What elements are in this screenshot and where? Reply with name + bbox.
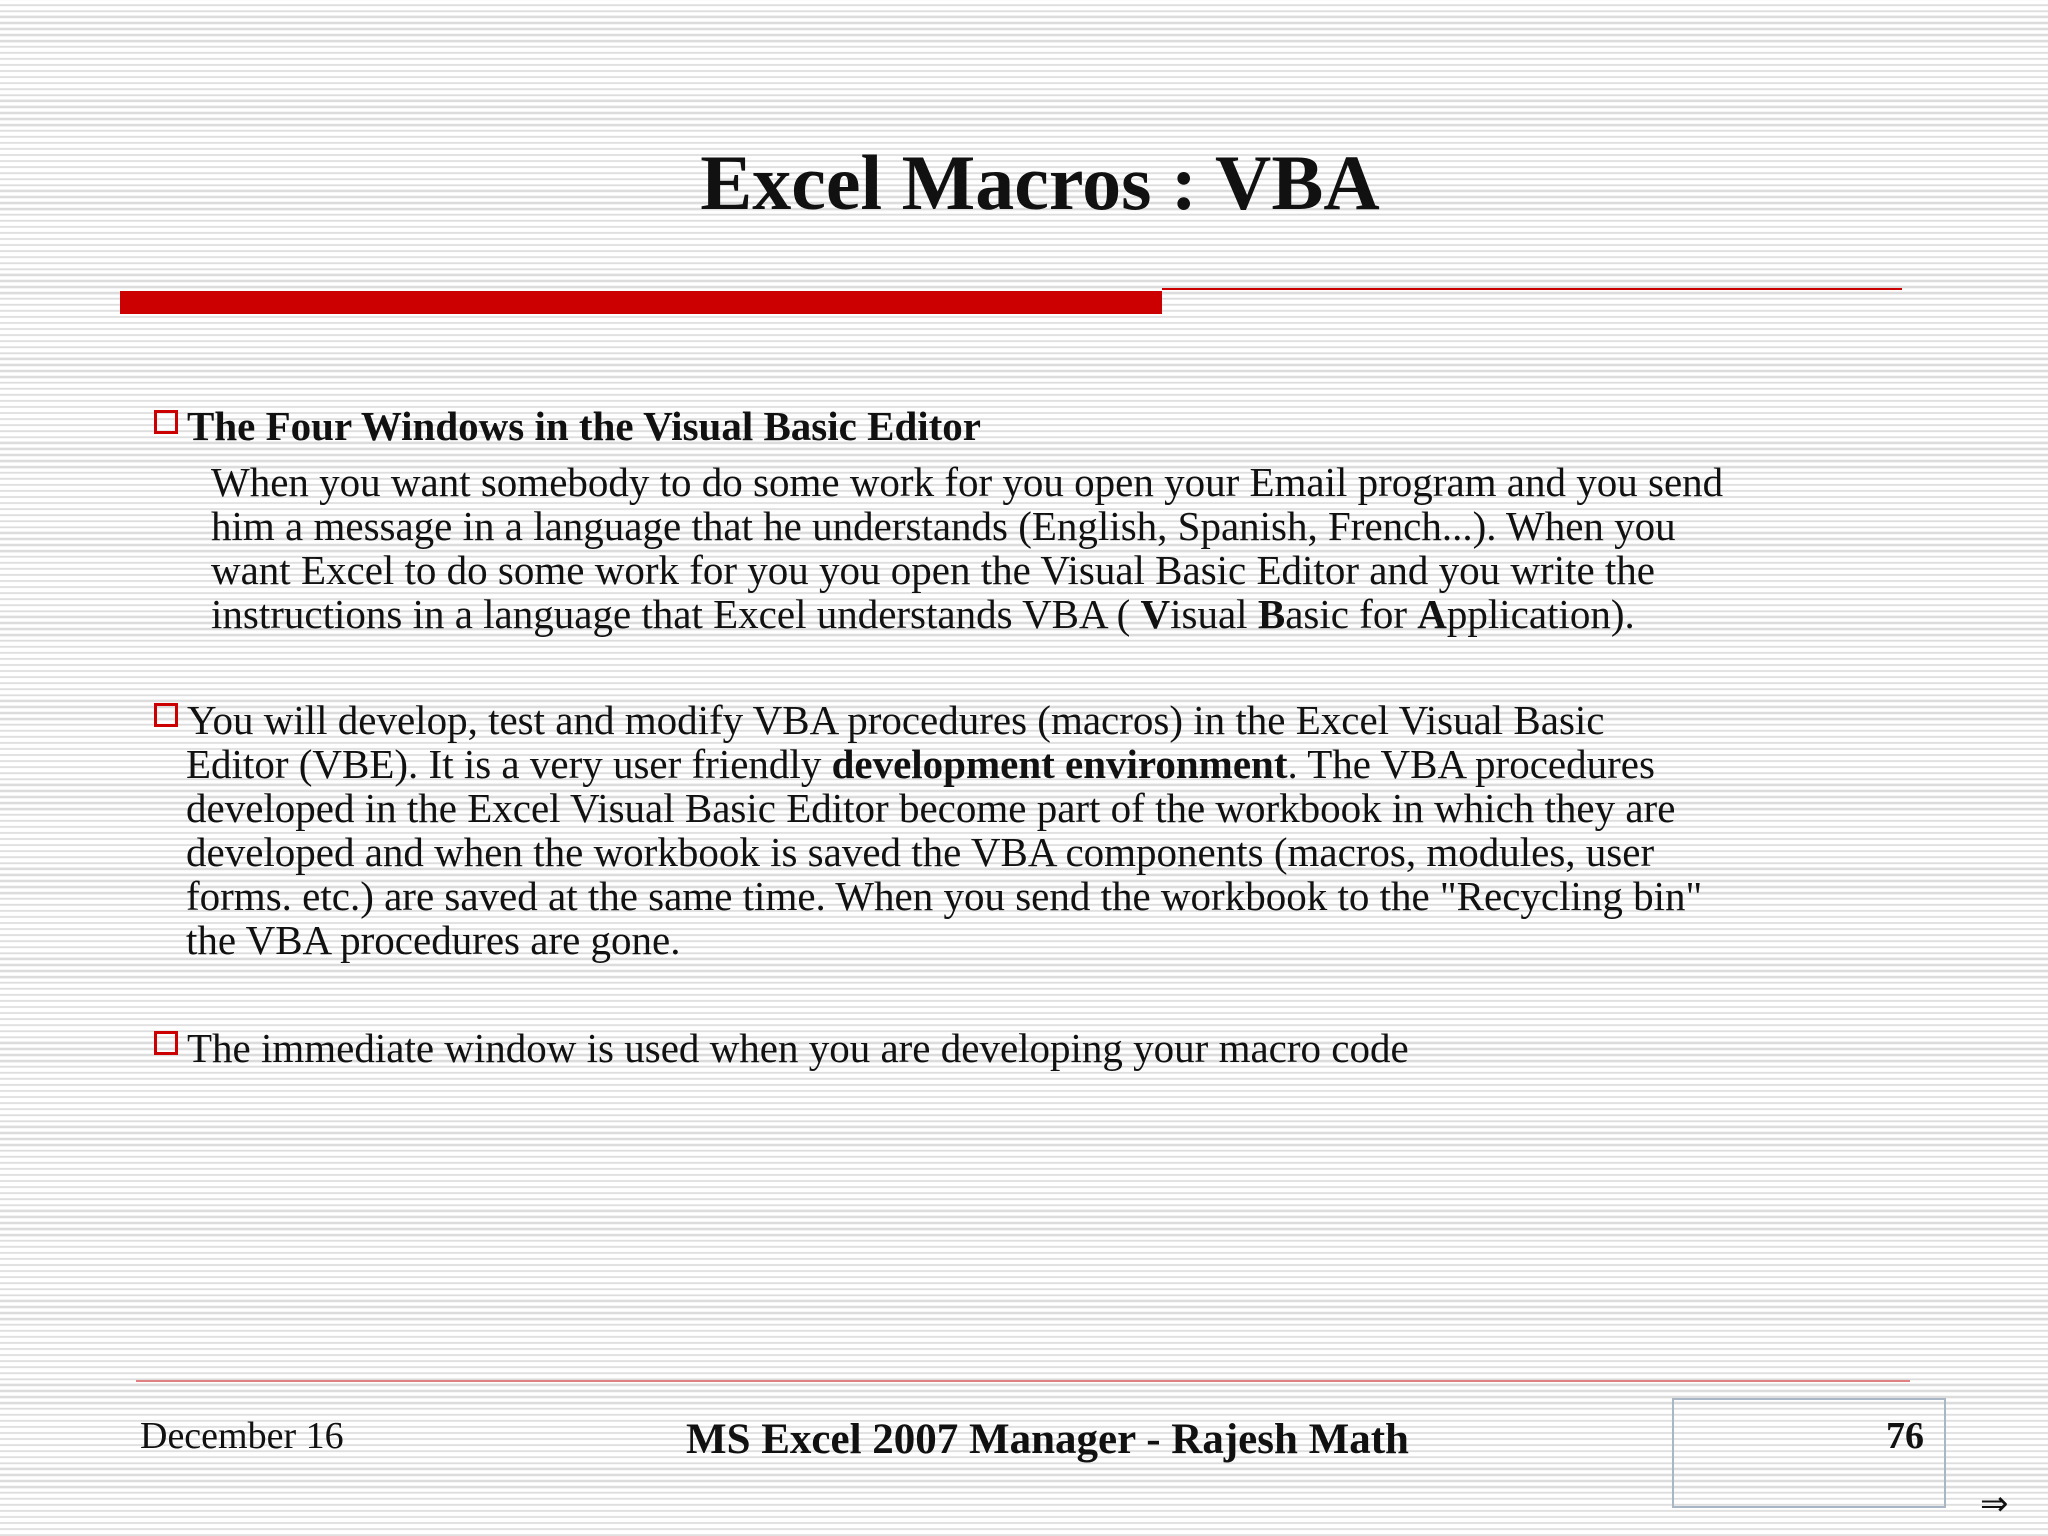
- acronym-letter: B: [1257, 591, 1286, 637]
- title-underline-thin: [1162, 288, 1902, 290]
- bullet-2-line: the VBA procedures are gone.: [186, 917, 681, 963]
- footer-title: MS Excel 2007 Manager - Rajesh Math: [686, 1416, 1409, 1463]
- acronym-letter: A: [1417, 591, 1447, 637]
- acronym-letter: V: [1140, 591, 1171, 637]
- slide-title: Excel Macros : VBA: [700, 139, 1380, 226]
- bullet-2-line: developed in the Excel Visual Basic Editor become part of the workbook in which they are: [186, 785, 1676, 831]
- bold-phrase: development environment: [831, 741, 1288, 787]
- square-bullet-icon: [154, 1031, 178, 1055]
- square-bullet-icon: [154, 410, 178, 434]
- bullet-2-line: Editor (VBE). It is a very user friendly development environment. The VBA procedures: [186, 741, 1655, 787]
- title-underline-thick: [120, 291, 1162, 314]
- bullet-1-body: [211, 460, 1723, 636]
- bullet-1-heading: The Four Windows in the Visual Basic Editor: [187, 403, 981, 449]
- bullet-3-text: The immediate window is used when you are developing your macro code: [187, 1025, 1409, 1071]
- bullet-2-line: developed and when the workbook is saved the VBA components (macros, modules, user: [186, 829, 1655, 875]
- bullet-2-first-line: You will develop, test and modify VBA procedures (macros) in the Excel Visual Basic: [187, 697, 1605, 743]
- bullet-2-line: forms. etc.) are saved at the same time. When you send the workbook to the "Recycling bin": [186, 873, 1703, 919]
- bullet-1-line: want Excel to do some work for you you open the Visual Basic Editor and you write the: [211, 547, 1656, 593]
- bullet-1-line: When you want somebody to do some work for you open your Email program and you send: [211, 459, 1724, 505]
- footer-date: December 16: [140, 1415, 344, 1457]
- bullet-2-body: [186, 742, 1702, 962]
- bullet-1-last-line: instructions in a language that Excel understands VBA ( Visual Basic for Application).: [211, 591, 1635, 637]
- square-bullet-icon: [154, 703, 178, 727]
- footer-divider: [136, 1380, 1910, 1382]
- page-number: 76: [1886, 1415, 1924, 1457]
- bullet-1-line: him a message in a language that he understands (English, Spanish, French...). When you: [211, 503, 1676, 549]
- next-slide-arrow-icon[interactable]: ⇒: [1980, 1484, 2009, 1524]
